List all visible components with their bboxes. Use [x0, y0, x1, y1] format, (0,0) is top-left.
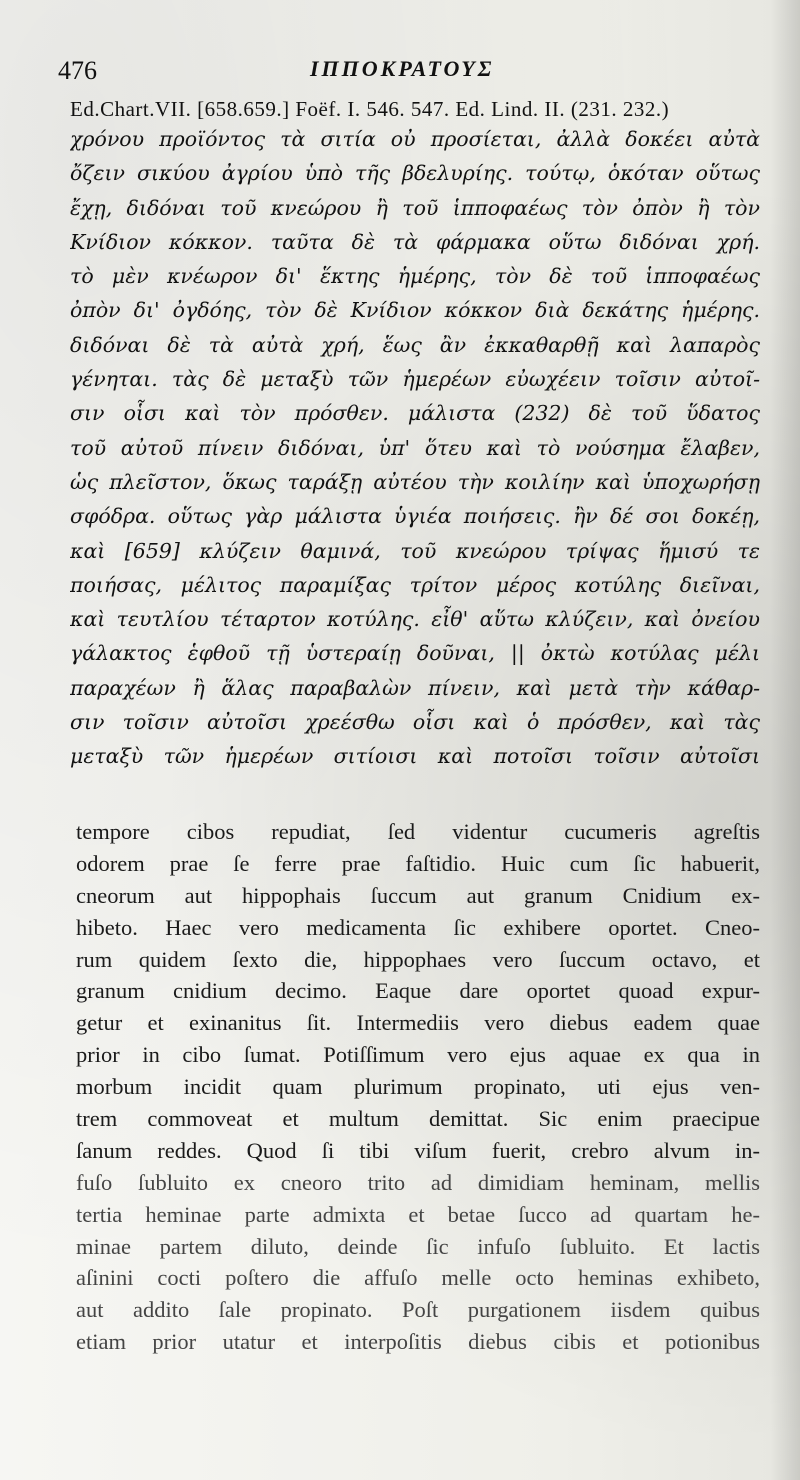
- greek-line: χρόνου προϊόντος τὰ σιτία οὐ προσίεται, ἀλλὰ δοκέει αὐτὰ: [70, 127, 760, 151]
- latin-line: aſinini cocti poſtero die affuſo melle octo heminas exhibeto,: [76, 1265, 760, 1291]
- greek-line: Κνίδιον κόκκον. ταῦτα δὲ τὰ φάρμακα οὕτω διδόναι χρή.: [70, 229, 760, 254]
- latin-line: odorem prae ſe ferre prae faſtidio. Huic cum ſic habuerit,: [76, 850, 760, 876]
- greek-line: σφόδρα. οὕτως γὰρ μάλιστα ὑγιέα ποιήσεις. ἢν δέ σοι δοκέῃ,: [70, 504, 760, 529]
- latin-line: granum cnidium decimo. Eaque dare oportet quoad expur-: [76, 978, 760, 1004]
- greek-line: ὡς πλεῖστον, ὅκως ταράξῃ αὐτέου τὴν κοιλίην καὶ ὑποχωρήσῃ: [70, 469, 760, 494]
- latin-line: tertia heminae parte admixta et betae ſucco ad quartam he-: [76, 1201, 760, 1227]
- latin-text-block: [76, 816, 760, 1358]
- greek-line: μεταξὺ τῶν ἡμερέων σιτίοισι καὶ ποτοῖσι τοῖσιν αὐτοῖσι: [70, 744, 760, 769]
- latin-line: getur et exinanitus ſit. Intermediis vero diebus eadem quae: [76, 1010, 760, 1036]
- greek-line: διδόναι δὲ τὰ αὐτὰ χρή, ἕως ἂν ἐκκαθαρθῇ καὶ λαπαρὸς: [70, 332, 760, 357]
- greek-line: σιν τοῖσιν αὐτοῖσι χρεέσθω οἷσι καὶ ὁ πρόσθεν, καὶ τὰς: [70, 710, 760, 735]
- greek-line: ἔχῃ, διδόναι τοῦ κνεώρου ἢ τοῦ ἱπποφαέως τὸν ὀπὸν ἢ τὸν: [70, 195, 760, 220]
- greek-line: καὶ τευτλίου τέταρτον κοτύλης. εἶθ' αὕτω κλύζειν, καὶ ὀνείου: [70, 607, 760, 632]
- page-number: 476: [58, 56, 97, 85]
- latin-line: aut addito ſale propinato. Poſt purgationem iisdem quibus: [76, 1297, 760, 1323]
- greek-line: σιν οἷσι καὶ τὸν πρόσθεν. μάλιστα (232) δὲ τοῦ ὕδατος: [70, 401, 760, 426]
- greek-text-block: [70, 122, 760, 774]
- page-fold-shadow: [770, 0, 800, 1480]
- latin-line: trem commoveat et multum demittat. Sic enim praecipue: [76, 1106, 760, 1132]
- greek-line: γένηται. τὰς δὲ μεταξὺ τῶν ἡμερέων εὐωχέειν τοῖσιν αὐτοῖ-: [70, 367, 760, 392]
- latin-line: minae partem diluto, deinde ſic infuſo ſubluito. Et lactis: [76, 1233, 760, 1259]
- latin-line: ſanum reddes. Quod ſi tibi viſum fuerit, crebro alvum in-: [76, 1137, 760, 1163]
- latin-line: rum quidem ſexto die, hippophaes vero ſuccum octavo, et: [76, 946, 760, 972]
- latin-line: cneorum aut hippophais ſuccum aut granum Cnidium ex-: [76, 882, 760, 908]
- latin-line: prior in cibo ſumat. Potiſſimum vero ejus aquae ex qua in: [76, 1042, 760, 1068]
- greek-line: καὶ [659] κλύζειν θαμινά, τοῦ κνεώρου τρίψας ἥμισύ τε: [70, 538, 760, 563]
- latin-line: tempore cibos repudiat, ſed videntur cucumeris agreſtis: [76, 819, 760, 844]
- greek-line: ὀπὸν δι' ὀγδόης, τὸν δὲ Κνίδιον κόκκον διὰ δεκάτης ἡμέρης.: [70, 298, 760, 323]
- greek-line: ποιήσας, μέλιτος παραμίξας τρίτον μέρος κοτύλης διεῖναι,: [70, 572, 760, 597]
- latin-line: etiam prior utatur et interpoſitis diebus cibis et potionibus: [76, 1329, 760, 1355]
- latin-line: fuſo ſubluito ex cneoro trito ad dimidiam heminam, mellis: [76, 1169, 760, 1195]
- page-header: [58, 50, 758, 90]
- running-head: ΙΠΠΟΚΡΑΤΟΥΣ: [310, 56, 495, 81]
- greek-line: παραχέων ἢ ἅλας παραβαλὼν πίνειν, καὶ μετὰ τὴν κάθαρ-: [70, 675, 760, 700]
- edition-reference: Ed.Chart.VII. [658.659.] Foëf. I. 546. 547. Ed. Lind. II. (231. 232.): [70, 97, 670, 121]
- greek-line: γάλακτος ἑφθοῦ τῇ ὑστεραίῃ δοῦναι, || ὀκτὼ κοτύλας μέλι: [70, 641, 760, 666]
- greek-line: ὄζειν σικύου ἀγρίου ὑπὸ τῆς βδελυρίης. τούτῳ, ὁκόταν οὕτως: [70, 161, 760, 186]
- greek-line: τὸ μὲν κνέωρον δι' ἕκτης ἡμέρης, τὸν δὲ τοῦ ἱπποφαέως: [70, 264, 760, 289]
- latin-line: hibeto. Haec vero medicamenta ſic exhibere oportet. Cneo-: [76, 914, 760, 940]
- greek-line: τοῦ αὐτοῦ πίνειν διδόναι, ὑπ' ὅτευ καὶ τὸ νούσημα ἔλαβεν,: [70, 435, 760, 460]
- latin-line: morbum incidit quam plurimum propinato, uti ejus ven-: [76, 1074, 760, 1100]
